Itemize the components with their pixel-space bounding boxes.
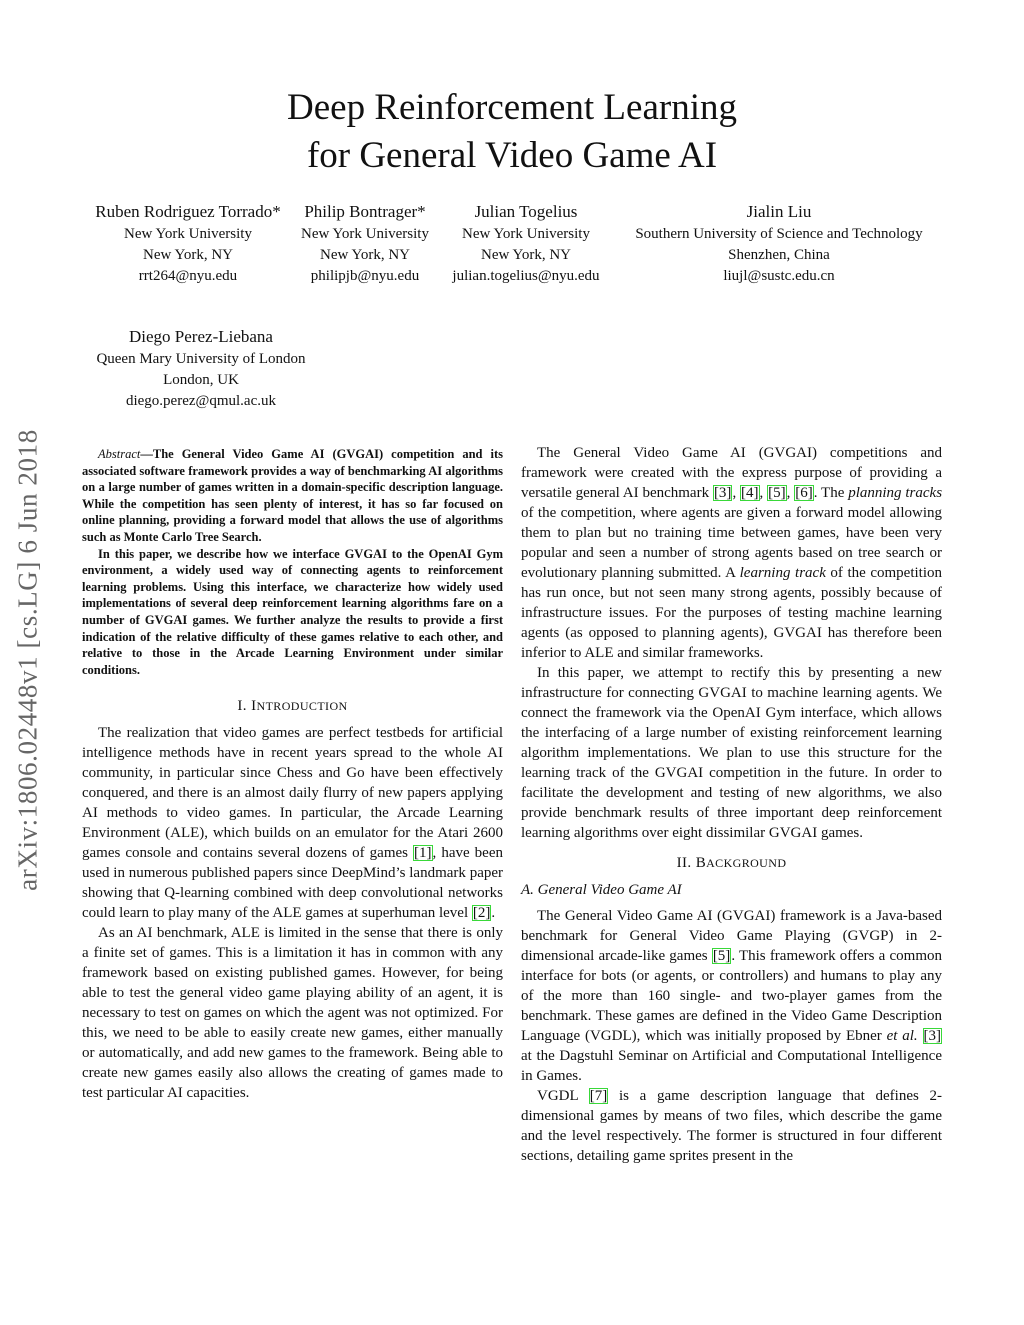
emphasis: learning track [739, 565, 826, 581]
text-run: at the Dagstuhl Seminar on Artificial and Computational Intelligence in Games. [521, 1048, 942, 1084]
section-rest: ACKGROUND [706, 856, 787, 870]
section-heading-background [521, 853, 942, 873]
author-block-1 [80, 200, 296, 287]
author-affiliation: New York University [462, 226, 590, 242]
text-run: The General Video Game AI (GVGAI) competitions and framework were created with the express purpose of providing a versatile general AI benchmark [521, 445, 942, 501]
text-run: of the competition, where agents are given a forward model allowing them to plan but no training time between games, have been very popular and seen a number of strong agents based on tree search or evolutionary planning submitted. A [521, 505, 942, 581]
author-affiliation: New York University [301, 226, 429, 242]
author-block-5 [80, 325, 322, 412]
abstract-label: Abstract [98, 447, 141, 461]
right-column [521, 443, 942, 1166]
left-column [82, 446, 503, 1103]
author-affiliation: Queen Mary University of London [96, 351, 306, 367]
abstract [82, 446, 503, 678]
right-paragraph-1: The General Video Game AI (GVGAI) competitions and framework were created with the express purpose of providing a versatile general AI benchmark [3], [4], [5], [6]. The planning tracks of the competition, where agents are given a forward model allowing them to plan but no training time between games, have been very popular and seen a number of strong agents based on tree search or evolutionary planning submitted. A learning track of the competition has run once, but not seen many strong agents, possibly because of infrastructure issues. For the purposes of testing machine learning agents (as opposed to planning agents), GVGAI has therefore been inferior to ALE and similar frameworks. [521, 445, 943, 661]
author-block-2 [290, 200, 440, 287]
section-number: I. [237, 698, 247, 715]
author-affiliation: Southern University of Science and Technology [635, 226, 923, 242]
abstract-paragraph-1: The General Video Game AI (GVGAI) competition and its associated software framework provides a way of benchmarking AI algorithms on a large number of games written in a domain-specific description language. While the competition has seen plenty of interest, it has so far focused on online planning, providing a forward model that allows the use of algorithms such as Monte Carlo Tree Search. [82, 447, 503, 544]
citation-link[interactable]: [7] [589, 1088, 608, 1104]
arxiv-identifier: arXiv:1806.02448v1 [cs.LG] 6 Jun 2018 [12, 429, 43, 891]
text-run: The General Video Game AI (GVGAI) framework is a Java-based benchmark for General Video Game Playing (GVGP) in 2-dimensional arcade-like games [521, 908, 942, 964]
author-location: New York, NY [319, 247, 410, 263]
paper-title [0, 84, 1024, 180]
text-run: , have been used in numerous published papers since DeepMind’s landmark paper showing that Q-learning combined with deep convolutional networks could learn to play many of the ALE games at superhuman level [82, 845, 504, 922]
section-cap: B [695, 855, 707, 871]
text-run: . This framework offers a common interface for bots (or agents, or controllers) and humans to play any of the more than 160 single- and two-player games from the benchmark. These games are defined in the Video Game Description Language (VGDL), which was initially proposed by Ebner [521, 948, 943, 1044]
author-name: Diego Perez-Liebana [129, 327, 273, 346]
section-rest: NTRODUCTION [256, 699, 348, 714]
intro-paragraph-2: As an AI benchmark, ALE is limited in the sense that there is only a finite set of games. This is a limitation it has in common with any framework based on existing published games. However, for being able to test the general video game playing ability of an agent, it is necessary to test on games on which the agent was not optimized. For this, we need to be able to easily create new games, either manually or automatically, and add new games to the framework. Being able to create new games easily also allows the creating of games made to test particular AI capacities. [82, 925, 503, 1102]
author-email[interactable]: rrt264@nyu.edu [138, 268, 238, 284]
section-cap: I [251, 698, 257, 715]
author-location: New York, NY [142, 247, 233, 263]
author-location: London, UK [163, 372, 239, 388]
citation-link[interactable]: [3] [713, 485, 732, 501]
text-run: The [821, 485, 845, 501]
author-name: Ruben Rodriguez Torrado* [95, 202, 281, 221]
emphasis: et al. [886, 1028, 918, 1044]
text-run: . [491, 905, 496, 922]
text-run: The realization that video games are perfect testbeds for artificial intelligence methods have in recent years spread to the whole AI community, in particular since Chess and Go have been effectively conquered, and there is an almost daily flurry of new papers applying AI methods to video games. In particular, the Arcade Learning Environment (ALE), which builds on an emulator for the Atari 2600 games console and contains several dozens of games [82, 725, 503, 862]
author-email[interactable]: philipjb@nyu.edu [310, 268, 420, 284]
citation-link[interactable]: [2] [472, 905, 491, 922]
citation-link[interactable]: [4] [741, 485, 759, 501]
author-block-3 [440, 200, 612, 287]
author-location: New York, NY [480, 247, 571, 263]
author-name: Jialin Liu [746, 202, 812, 221]
author-affiliation: New York University [124, 226, 252, 242]
author-email[interactable]: julian.togelius@nyu.edu [452, 268, 600, 284]
author-name: Philip Bontrager* [304, 202, 426, 221]
section-number: II. [676, 855, 692, 871]
emphasis: planning tracks [848, 485, 943, 501]
title-line-2: for General Video Game AI [306, 135, 718, 176]
citation-link[interactable]: [6] [795, 485, 813, 501]
author-email[interactable]: liujl@sustc.edu.cn [723, 268, 835, 284]
title-line-1: Deep Reinforcement Learning [287, 87, 737, 128]
citation-link[interactable]: [5] [712, 948, 731, 964]
background-paragraph-1 [521, 906, 942, 1086]
abstract-paragraph-2: In this paper, we describe how we interface GVGAI to the OpenAI Gym environment, a widely used way of connecting agents to reinforcement learning problems. Using this interface, we characterize how widely used implementations of several deep reinforcement learning algorithms fare on a number of GVGAI games. We further analyze the results to provide a first indication of the relative difficulty of these games relative to each other, and relative to those in the Arcade Learning Environment under similar conditions. [82, 546, 503, 677]
citation-link[interactable]: [3] [923, 1028, 941, 1044]
author-email[interactable]: diego.perez@qmul.ac.uk [125, 393, 276, 409]
section-heading-introduction [82, 696, 503, 716]
right-paragraph-2: In this paper, we attempt to rectify this by presenting a new infrastructure for connecting GVGAI to machine learning agents. We connect the framework via the OpenAI Gym interface, which allows the interfacing of a large number of existing reinforcement learning algorithm implementations. We plan to use this structure for the learning track of the GVGAI competition in the future. In order to facilitate the development and testing of new algorithms, we also provide benchmark results of three important deep reinforcement learning algorithms over eight dissimilar GVGAI games. [521, 665, 942, 841]
abstract-dash: — [140, 447, 153, 461]
citation-link[interactable]: [1] [414, 845, 432, 862]
author-block-4 [612, 200, 946, 287]
intro-paragraph-1 [82, 723, 503, 923]
text-run: of the competition has run once, but not seen many strong agents, possibly because of infrastructure issues. For the purposes of testing machine learning agents (as opposed to planning agents), GVGAI has therefore been inferior to ALE and similar frameworks. [521, 565, 943, 661]
author-location: Shenzhen, China [728, 247, 830, 263]
background-paragraph-2 [521, 1086, 942, 1166]
text-run: VGDL [537, 1088, 579, 1104]
subsection-heading: A. General Video Game AI [521, 882, 682, 898]
citation-link[interactable]: [5] [768, 485, 786, 501]
text-run: is a game description language that defines 2-dimensional games by means of two files, which describe the game and the level respectively. The former is structured in four different sections, detailing game sprites present in the [521, 1088, 943, 1164]
author-name: Julian Togelius [474, 202, 578, 221]
